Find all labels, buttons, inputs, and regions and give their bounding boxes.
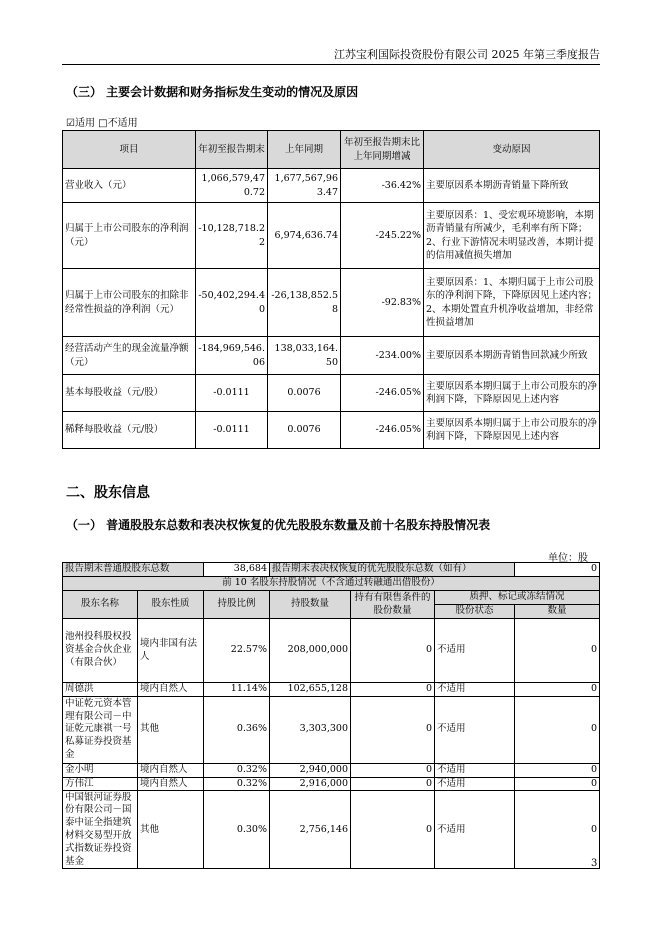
holder-restricted: 0 [351, 696, 435, 763]
holder-ratio: 0.30% [204, 791, 270, 869]
holder-qty: 102,655,128 [270, 683, 351, 697]
col-header: 持股比例 [204, 591, 270, 619]
holder-restricted: 0 [351, 777, 435, 791]
pledge-status: 不适用 [435, 619, 515, 683]
total-value: 38,684 [204, 563, 270, 577]
table-header-row [63, 591, 600, 605]
holder-name: 中国银河证券股份有限公司－国泰中证全指建筑材料交易型开放式指数证券投资基金 [63, 791, 138, 869]
holder-name: 方伟江 [63, 777, 138, 791]
reason-cell: 主要原因系本期归属于上市公司股东的净利润下降，下降原因见上述内容 [424, 412, 600, 449]
total-row [63, 563, 600, 577]
pledge-status: 不适用 [435, 683, 515, 697]
pledge-qty: 0 [515, 777, 600, 791]
financial-change-table [62, 130, 600, 449]
pref-value: 0 [515, 563, 600, 577]
item-cell: 基本每股收益（元/股） [63, 375, 196, 412]
prior-cell: 6,974,636.74 [268, 203, 341, 269]
table-row [63, 763, 600, 777]
current-cell: -50,402,294.40 [196, 269, 268, 337]
holder-qty: 3,303,300 [270, 696, 351, 763]
holder-nature: 境内非国有法人 [138, 619, 204, 683]
col-header: 上年同期 [268, 131, 341, 169]
pledge-qty: 0 [515, 683, 600, 697]
prior-cell: -26,138,852.58 [268, 269, 341, 337]
holder-nature: 其他 [138, 791, 204, 869]
current-cell: -0.0111 [196, 412, 268, 449]
prior-cell: 0.0076 [268, 412, 341, 449]
col-header: 年初至报告期末 [196, 131, 268, 169]
table-row [63, 169, 600, 203]
table-row [63, 777, 600, 791]
pledge-status: 不适用 [435, 763, 515, 777]
holder-nature: 境内自然人 [138, 763, 204, 777]
holder-restricted: 0 [351, 683, 435, 697]
holder-restricted: 0 [351, 619, 435, 683]
pledge-status: 不适用 [435, 696, 515, 763]
table-row [63, 791, 600, 869]
caption-row [63, 577, 600, 591]
pref-label: 报告期末表决权恢复的优先股股东总数（如有） [270, 563, 515, 577]
item-cell: 归属于上市公司股东的扣除非经常性损益的净利润（元） [63, 269, 196, 337]
header-divider [62, 64, 600, 65]
table-row [63, 683, 600, 697]
table-row [63, 337, 600, 375]
item-cell: 经营活动产生的现金流量净额（元） [63, 337, 196, 375]
section-title: （三） 主要会计数据和财务指标发生变动的情况及原因 [66, 85, 359, 99]
holder-name: 周德洪 [63, 683, 138, 697]
reason-cell: 主要原因系：1、本期归属于上市公司股东的净利润下降，下降原因见上述内容；2、本期处置直升机净收益增加，非经常性损益增加 [424, 269, 600, 337]
holder-restricted: 0 [351, 763, 435, 777]
holder-name: 中证乾元资本管理有限公司－中证乾元康祺一号私募证券投资基金 [63, 696, 138, 763]
current-cell: -184,969,546.06 [196, 337, 268, 375]
pledge-status: 不适用 [435, 791, 515, 869]
change-cell: -36.42% [341, 169, 424, 203]
change-cell: -246.05% [341, 375, 424, 412]
col-header: 持有有限售条件的股份数量 [351, 591, 435, 619]
holder-name: 金小明 [63, 763, 138, 777]
holder-qty: 2,756,146 [270, 791, 351, 869]
change-cell: -245.22% [341, 203, 424, 269]
holder-ratio: 11.14% [204, 683, 270, 697]
top10-caption: 前 10 名股东持股情况（不含通过转融通出借股份） [63, 577, 600, 591]
table-row [63, 375, 600, 412]
holder-restricted: 0 [351, 791, 435, 869]
holder-nature: 其他 [138, 696, 204, 763]
holder-ratio: 22.57% [204, 619, 270, 683]
change-cell: -234.00% [341, 337, 424, 375]
item-cell: 稀释每股收益（元/股） [63, 412, 196, 449]
shareholder-table [62, 562, 600, 869]
holder-nature: 境内自然人 [138, 777, 204, 791]
current-cell: -10,128,718.22 [196, 203, 268, 269]
current-cell: -0.0111 [196, 375, 268, 412]
total-label: 报告期末普通股股东总数 [63, 563, 204, 577]
prior-cell: 138,033,164.50 [268, 337, 341, 375]
col-header: 变动原因 [424, 131, 600, 169]
reason-cell: 主要原因系本期沥青销量下降所致 [424, 169, 600, 203]
table-row [63, 696, 600, 763]
applicability-check: ☑适用 □不适用 [66, 118, 138, 129]
table-row [63, 203, 600, 269]
pledge-status: 不适用 [435, 777, 515, 791]
pledge-qty: 0 [515, 763, 600, 777]
prior-cell: 0.0076 [268, 375, 341, 412]
holder-ratio: 0.32% [204, 763, 270, 777]
reason-cell: 主要原因系本期归属于上市公司股东的净利润下降，下降原因见上述内容 [424, 375, 600, 412]
holder-qty: 2,940,000 [270, 763, 351, 777]
shareholder-subsection-title: （一） 普通股股东总数和表决权恢复的优先股股东数量及前十名股东持股情况表 [66, 518, 491, 532]
table-row [63, 619, 600, 683]
holder-name: 池州投科股权投资基金合伙企业（有限合伙） [63, 619, 138, 683]
holder-qty: 208,000,000 [270, 619, 351, 683]
pledge-qty: 0 [515, 791, 600, 869]
col-header: 质押、标记或冻结情况 [435, 591, 600, 605]
holder-nature: 境内自然人 [138, 683, 204, 697]
holder-ratio: 0.36% [204, 696, 270, 763]
change-cell: -92.83% [341, 269, 424, 337]
reason-cell: 主要原因系本期沥青销售回款减少所致 [424, 337, 600, 375]
col-header: 股东名称 [63, 591, 138, 619]
table-header-row [63, 131, 600, 169]
current-cell: 1,066,579,470.72 [196, 169, 268, 203]
pledge-qty: 0 [515, 619, 600, 683]
page-number: 3 [591, 858, 598, 869]
item-cell: 营业收入（元） [63, 169, 196, 203]
col-header: 股份状态 [435, 605, 515, 619]
table-row [63, 269, 600, 337]
report-header: 江苏宝利国际投资股份有限公司 2025 年第三季度报告 [334, 48, 600, 61]
reason-cell: 主要原因系：1、受宏观环境影响，本期沥青销量有所减少，毛利率有所下降；2、行业下游情况未明显改善，本期计提的信用减值损失增加 [424, 203, 600, 269]
pledge-qty: 0 [515, 696, 600, 763]
col-header: 股东性质 [138, 591, 204, 619]
item-cell: 归属于上市公司股东的净利润（元） [63, 203, 196, 269]
change-cell: -246.05% [341, 412, 424, 449]
shareholder-section-title: 二、股东信息 [66, 485, 150, 501]
table-row [63, 412, 600, 449]
holder-ratio: 0.32% [204, 777, 270, 791]
col-header: 持股数量 [270, 591, 351, 619]
col-header: 数量 [515, 605, 600, 619]
col-header: 年初至报告期末比上年同期增减 [341, 131, 424, 169]
col-header: 项目 [63, 131, 196, 169]
unit-label: 单位：股 [548, 553, 588, 564]
holder-qty: 2,916,000 [270, 777, 351, 791]
prior-cell: 1,677,567,963.47 [268, 169, 341, 203]
